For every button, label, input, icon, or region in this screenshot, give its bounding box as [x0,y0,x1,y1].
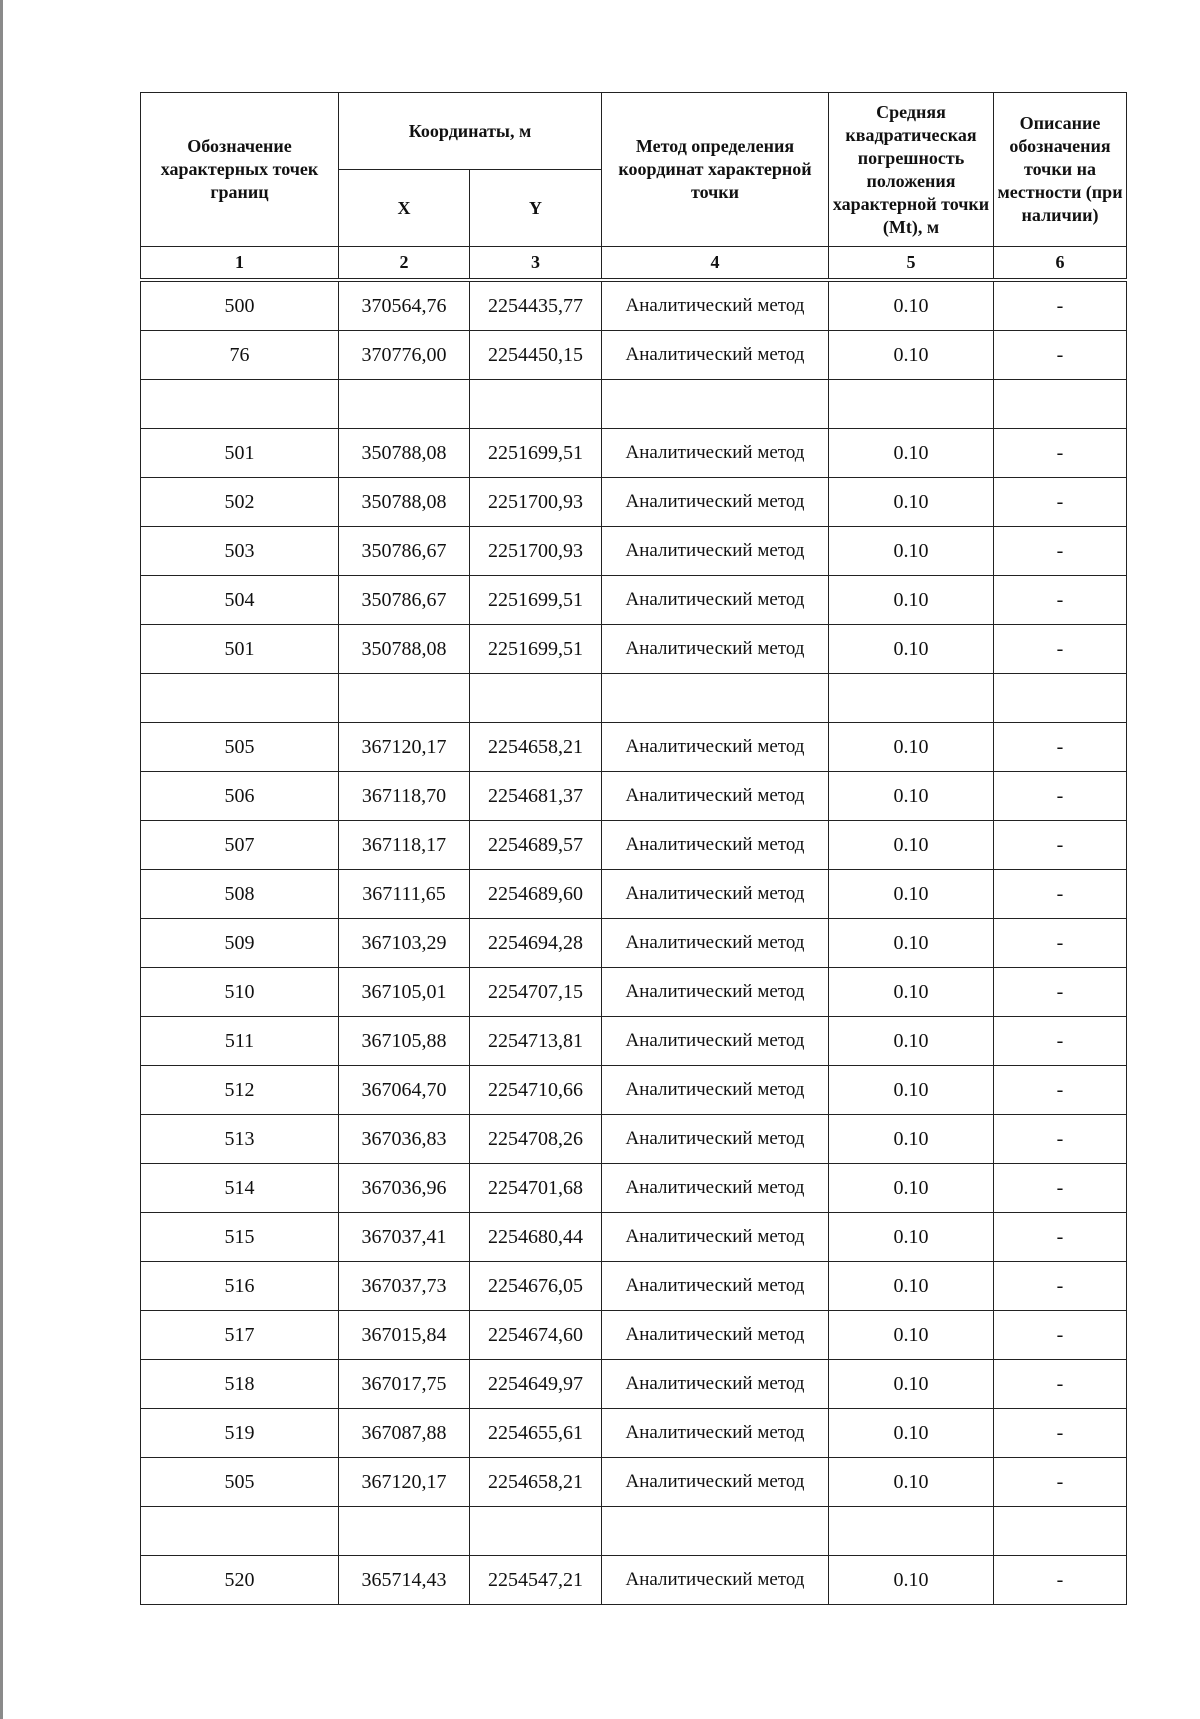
cell-method [602,1507,829,1556]
cell-method: Аналитический метод [602,1213,829,1262]
table-row [141,821,1127,870]
cell-error: 0.10 [829,625,994,674]
cell-error: 0.10 [829,1409,994,1458]
cell-point-id: 513 [141,1115,339,1164]
table-row [141,527,1127,576]
cell-description: - [994,1213,1127,1262]
cell-error: 0.10 [829,968,994,1017]
cell-x: 350788,08 [339,429,470,478]
cell-error: 0.10 [829,1262,994,1311]
cell-error: 0.10 [829,429,994,478]
cell-method: Аналитический метод [602,1262,829,1311]
column-number: 1 [141,247,339,281]
coordinates-table-container [140,92,1126,1605]
cell-x: 367105,01 [339,968,470,1017]
table-row [141,1409,1127,1458]
cell-point-id [141,380,339,429]
cell-y: 2254547,21 [470,1556,602,1605]
cell-y [470,380,602,429]
cell-x: 367105,88 [339,1017,470,1066]
cell-method: Аналитический метод [602,478,829,527]
cell-y: 2254707,15 [470,968,602,1017]
cell-x: 367037,41 [339,1213,470,1262]
header-x: X [339,170,470,247]
column-number: 4 [602,247,829,281]
column-number: 3 [470,247,602,281]
table-row [141,1115,1127,1164]
cell-method: Аналитический метод [602,625,829,674]
cell-point-id [141,674,339,723]
header-coordinates: Координаты, м [339,93,602,170]
cell-x: 367118,17 [339,821,470,870]
cell-method: Аналитический метод [602,576,829,625]
cell-method: Аналитический метод [602,821,829,870]
cell-x: 367017,75 [339,1360,470,1409]
cell-point-id: 516 [141,1262,339,1311]
cell-error: 0.10 [829,723,994,772]
cell-description [994,674,1127,723]
cell-y [470,674,602,723]
cell-description: - [994,1017,1127,1066]
cell-point-id: 500 [141,280,339,331]
cell-description: - [994,527,1127,576]
cell-description [994,380,1127,429]
cell-description: - [994,1164,1127,1213]
cell-y: 2254435,77 [470,280,602,331]
cell-error: 0.10 [829,821,994,870]
cell-point-id: 520 [141,1556,339,1605]
scan-left-edge [0,0,3,1719]
cell-method: Аналитический метод [602,723,829,772]
cell-x [339,1507,470,1556]
cell-method: Аналитический метод [602,1409,829,1458]
cell-point-id: 511 [141,1017,339,1066]
table-row [141,1311,1127,1360]
cell-x: 367064,70 [339,1066,470,1115]
cell-point-id: 519 [141,1409,339,1458]
column-number: 6 [994,247,1127,281]
cell-description: - [994,1066,1127,1115]
coordinates-table [140,92,1127,1605]
cell-y: 2254680,44 [470,1213,602,1262]
cell-method [602,674,829,723]
cell-error [829,1507,994,1556]
cell-y: 2254450,15 [470,331,602,380]
cell-description: - [994,1115,1127,1164]
cell-description: - [994,919,1127,968]
cell-y: 2254676,05 [470,1262,602,1311]
cell-method [602,380,829,429]
cell-error: 0.10 [829,870,994,919]
cell-point-id: 76 [141,331,339,380]
cell-method: Аналитический метод [602,919,829,968]
cell-x [339,380,470,429]
cell-method: Аналитический метод [602,772,829,821]
table-row [141,1262,1127,1311]
cell-description: - [994,1409,1127,1458]
table-row [141,1066,1127,1115]
cell-x: 367087,88 [339,1409,470,1458]
cell-error: 0.10 [829,1360,994,1409]
cell-y: 2254689,57 [470,821,602,870]
cell-y: 2254658,21 [470,1458,602,1507]
table-row [141,1556,1127,1605]
cell-error: 0.10 [829,1164,994,1213]
cell-method: Аналитический метод [602,968,829,1017]
cell-y: 2251700,93 [470,527,602,576]
cell-method: Аналитический метод [602,1360,829,1409]
cell-description: - [994,772,1127,821]
cell-description: - [994,625,1127,674]
cell-x: 367036,96 [339,1164,470,1213]
cell-method: Аналитический метод [602,280,829,331]
table-row [141,280,1127,331]
cell-point-id: 505 [141,1458,339,1507]
header-error: Средняя квадратическая погрешность положения характерной точки (Mt), м [829,93,994,247]
cell-error: 0.10 [829,478,994,527]
cell-y [470,1507,602,1556]
cell-error: 0.10 [829,331,994,380]
cell-error: 0.10 [829,527,994,576]
table-row [141,331,1127,380]
cell-x: 367015,84 [339,1311,470,1360]
header-description: Описание обозначения точки на местности (при наличии) [994,93,1127,247]
cell-method: Аналитический метод [602,1556,829,1605]
cell-y: 2251699,51 [470,625,602,674]
column-number: 2 [339,247,470,281]
header-designation: Обозначение характерных точек границ [141,93,339,247]
header-method: Метод определения координат характерной точки [602,93,829,247]
cell-x: 370564,76 [339,280,470,331]
cell-x [339,674,470,723]
cell-description: - [994,576,1127,625]
cell-error: 0.10 [829,1458,994,1507]
table-row [141,772,1127,821]
table-row [141,968,1127,1017]
table-row [141,1507,1127,1556]
table-row [141,1360,1127,1409]
cell-method: Аналитический метод [602,1311,829,1360]
cell-y: 2254701,68 [470,1164,602,1213]
cell-y: 2254649,97 [470,1360,602,1409]
cell-description: - [994,1262,1127,1311]
cell-description: - [994,968,1127,1017]
cell-x: 365714,43 [339,1556,470,1605]
table-row [141,1213,1127,1262]
table-row [141,625,1127,674]
cell-error: 0.10 [829,576,994,625]
cell-x: 367036,83 [339,1115,470,1164]
cell-point-id: 512 [141,1066,339,1115]
cell-error [829,380,994,429]
cell-point-id [141,1507,339,1556]
cell-description: - [994,429,1127,478]
table-row [141,478,1127,527]
cell-x: 367118,70 [339,772,470,821]
cell-point-id: 510 [141,968,339,1017]
table-row [141,380,1127,429]
cell-method: Аналитический метод [602,1115,829,1164]
table-row [141,1164,1127,1213]
cell-x: 350786,67 [339,527,470,576]
cell-point-id: 507 [141,821,339,870]
cell-description: - [994,331,1127,380]
cell-y: 2254655,61 [470,1409,602,1458]
cell-error: 0.10 [829,1556,994,1605]
cell-y: 2254674,60 [470,1311,602,1360]
cell-point-id: 518 [141,1360,339,1409]
table-row [141,576,1127,625]
cell-method: Аналитический метод [602,1458,829,1507]
cell-point-id: 517 [141,1311,339,1360]
cell-y: 2254708,26 [470,1115,602,1164]
cell-method: Аналитический метод [602,429,829,478]
cell-point-id: 502 [141,478,339,527]
cell-method: Аналитический метод [602,1066,829,1115]
cell-error [829,674,994,723]
cell-description: - [994,723,1127,772]
cell-description: - [994,870,1127,919]
cell-error: 0.10 [829,1115,994,1164]
cell-y: 2254710,66 [470,1066,602,1115]
cell-x: 367103,29 [339,919,470,968]
cell-y: 2254658,21 [470,723,602,772]
cell-description [994,1507,1127,1556]
cell-method: Аналитический метод [602,331,829,380]
cell-point-id: 508 [141,870,339,919]
cell-x: 350788,08 [339,478,470,527]
table-row [141,723,1127,772]
cell-x: 350788,08 [339,625,470,674]
cell-x: 367120,17 [339,723,470,772]
cell-point-id: 515 [141,1213,339,1262]
cell-description: - [994,1360,1127,1409]
cell-y: 2254713,81 [470,1017,602,1066]
cell-y: 2254689,60 [470,870,602,919]
cell-y: 2254681,37 [470,772,602,821]
cell-method: Аналитический метод [602,1164,829,1213]
cell-error: 0.10 [829,1311,994,1360]
cell-point-id: 505 [141,723,339,772]
header-y: Y [470,170,602,247]
cell-x: 367120,17 [339,1458,470,1507]
cell-error: 0.10 [829,1017,994,1066]
cell-description: - [994,1458,1127,1507]
cell-x: 350786,67 [339,576,470,625]
table-row [141,674,1127,723]
cell-description: - [994,280,1127,331]
cell-point-id: 503 [141,527,339,576]
cell-point-id: 506 [141,772,339,821]
cell-x: 367111,65 [339,870,470,919]
cell-error: 0.10 [829,772,994,821]
cell-point-id: 504 [141,576,339,625]
table-body [141,280,1127,1605]
table-row [141,429,1127,478]
cell-y: 2251700,93 [470,478,602,527]
cell-point-id: 501 [141,429,339,478]
cell-error: 0.10 [829,1066,994,1115]
cell-x: 370776,00 [339,331,470,380]
cell-description: - [994,478,1127,527]
cell-error: 0.10 [829,919,994,968]
cell-point-id: 501 [141,625,339,674]
table-row [141,870,1127,919]
cell-y: 2251699,51 [470,429,602,478]
cell-point-id: 514 [141,1164,339,1213]
cell-y: 2254694,28 [470,919,602,968]
table-row [141,1017,1127,1066]
cell-description: - [994,821,1127,870]
cell-y: 2251699,51 [470,576,602,625]
cell-description: - [994,1311,1127,1360]
cell-point-id: 509 [141,919,339,968]
cell-description: - [994,1556,1127,1605]
column-number: 5 [829,247,994,281]
table-row [141,919,1127,968]
cell-method: Аналитический метод [602,870,829,919]
cell-method: Аналитический метод [602,527,829,576]
cell-error: 0.10 [829,1213,994,1262]
cell-error: 0.10 [829,280,994,331]
cell-method: Аналитический метод [602,1017,829,1066]
cell-x: 367037,73 [339,1262,470,1311]
table-row [141,1458,1127,1507]
